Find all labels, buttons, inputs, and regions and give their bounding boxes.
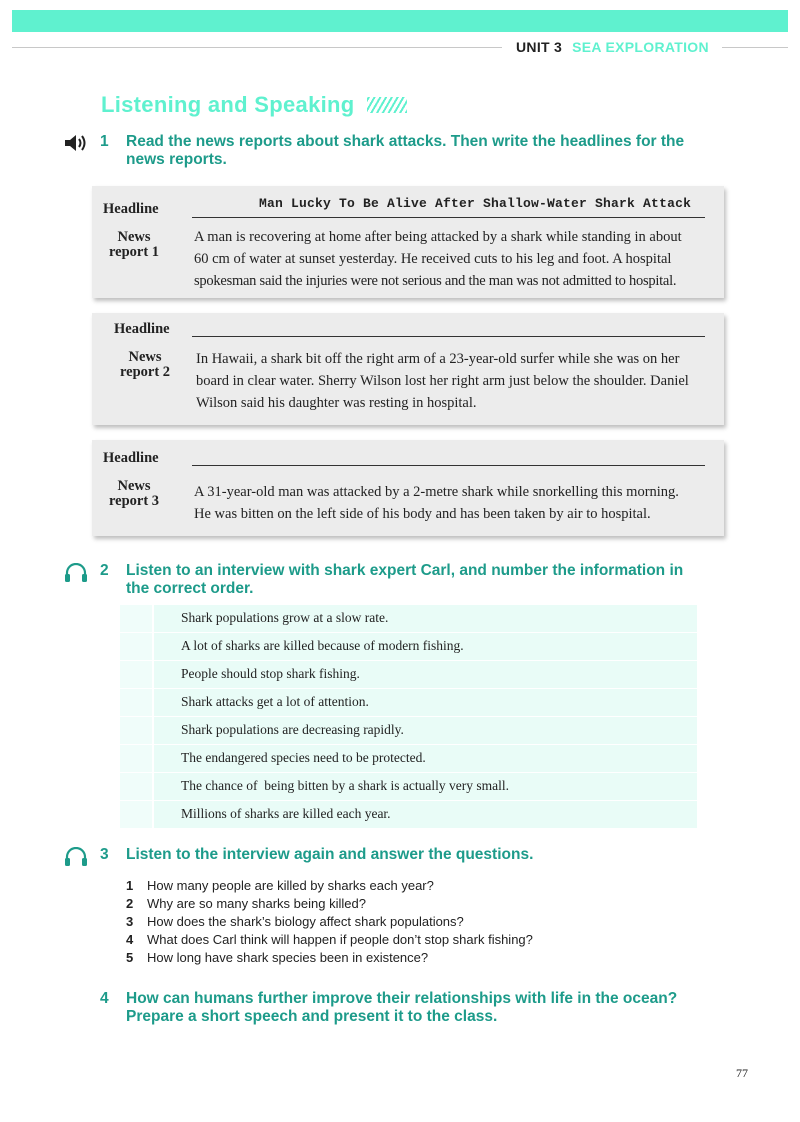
task-1-line-2: news reports. <box>126 151 227 168</box>
ordering-item-text: Shark attacks get a lot of attention. <box>181 694 369 709</box>
unit-header <box>516 39 709 55</box>
headphones-icon[interactable] <box>62 847 90 867</box>
ordering-item-text: The endangered species need to be protected. <box>181 750 426 765</box>
report-line: In Hawaii, a shark bit off the right arm of a 23-year-old surfer while she was on her <box>196 351 680 367</box>
task-1-number: 1 <box>100 133 109 150</box>
ordering-item-text: Millions of sharks are killed each year. <box>181 806 391 821</box>
number-box[interactable] <box>120 661 154 688</box>
headline-line[interactable] <box>192 465 705 466</box>
task-1 <box>62 133 722 173</box>
ordering-row <box>120 773 697 800</box>
task-1-instruction <box>126 133 726 169</box>
speaker-icon[interactable] <box>62 133 90 153</box>
report-line: Wilson said his daughter was resting in hospital. <box>196 395 477 411</box>
report-body <box>194 226 682 292</box>
task-2-number: 2 <box>100 562 109 579</box>
section-title <box>101 92 407 118</box>
question-text: How long have shark species been in existence? <box>147 950 429 965</box>
question-number: 5 <box>126 950 134 965</box>
news-report-label-line-2: report 1 <box>108 244 160 260</box>
task-1-line-1: Read the news reports about shark attacks. Then write the headlines for the <box>126 133 685 150</box>
number-box[interactable] <box>120 717 154 744</box>
question-text: How does the shark’s biology affect shark populations? <box>147 914 464 929</box>
number-box[interactable] <box>120 801 154 828</box>
question-text: Why are so many sharks being killed? <box>147 896 366 911</box>
number-box[interactable] <box>120 633 154 660</box>
task-4 <box>62 990 722 1030</box>
number-box[interactable] <box>120 689 154 716</box>
ordering-item-text: People should stop shark fishing. <box>181 666 360 681</box>
question-number: 1 <box>126 878 134 893</box>
headline-text: Man Lucky To Be Alive After Shallow-Water Shark Attack <box>259 196 692 211</box>
headline-label: Headline <box>103 201 159 217</box>
question-text: What does Carl think will happen if people don’t stop shark fishing? <box>147 932 533 947</box>
page-number: 77 <box>736 1066 748 1080</box>
question-item <box>126 913 533 931</box>
news-report-card-2 <box>92 313 724 425</box>
ordering-row <box>120 801 697 828</box>
headline-line[interactable] <box>192 336 705 337</box>
task-4-line-1: How can humans further improve their relationships with life in the ocean? <box>126 990 678 1007</box>
report-line: 60 cm of water at sunset yesterday. He received cuts to his leg and foot. A hospital <box>194 251 672 267</box>
report-line: A man is recovering at home after being attacked by a shark while standing in about <box>194 229 682 245</box>
news-report-label <box>94 479 174 509</box>
question-item <box>126 895 533 913</box>
news-report-label-line-2: report 3 <box>108 493 160 509</box>
section-title-text: Listening and Speaking <box>101 92 355 117</box>
headline-label: Headline <box>114 321 170 337</box>
report-line: board in clear water. Sherry Wilson lost her right arm just below the shoulder. Daniel <box>196 373 689 389</box>
ordering-row <box>120 605 697 632</box>
header-rule-left <box>12 47 502 48</box>
news-report-label <box>94 230 174 260</box>
question-list <box>126 877 533 967</box>
task-3-number: 3 <box>100 846 109 863</box>
unit-name: SEA EXPLORATION <box>572 39 709 55</box>
ordering-item-text: The chance of being bitten by a shark is actually very small. <box>181 778 510 793</box>
question-number: 2 <box>126 896 134 911</box>
ordering-item-text: A lot of sharks are killed because of modern fishing. <box>181 638 464 653</box>
header-rule-right <box>722 47 788 48</box>
headphones-icon[interactable] <box>62 563 90 583</box>
report-line: spokesman said the injuries were not serious and the man was not admitted to hospital. <box>194 273 677 289</box>
ordering-row <box>120 689 697 716</box>
ordering-row <box>120 717 697 744</box>
task-2-line-2: the correct order. <box>126 580 254 597</box>
report-body <box>196 348 689 414</box>
header-color-bar <box>12 10 788 32</box>
ordering-item-text: Shark populations grow at a slow rate. <box>181 610 389 625</box>
ordering-row <box>120 633 697 660</box>
ordering-row <box>120 745 697 772</box>
news-report-label-line-1: News <box>117 478 151 494</box>
task-2 <box>62 562 722 602</box>
question-item <box>126 877 533 895</box>
news-report-label-line-1: News <box>128 349 162 365</box>
question-number: 3 <box>126 914 134 929</box>
question-item <box>126 949 533 967</box>
hatch-decoration <box>367 97 407 113</box>
task-4-line-2: Prepare a short speech and present it to the class. <box>126 1008 498 1025</box>
report-line: A 31-year-old man was attacked by a 2-metre shark while snorkelling this morning. <box>194 484 679 500</box>
number-box[interactable] <box>120 745 154 772</box>
news-report-label-line-2: report 2 <box>119 364 171 380</box>
ordering-row <box>120 661 697 688</box>
headline-label: Headline <box>103 450 159 466</box>
news-report-card-3 <box>92 440 724 536</box>
news-report-label-line-1: News <box>117 229 151 245</box>
task-3 <box>62 846 722 866</box>
task-2-line-1: Listen to an interview with shark expert Carl, and number the information in <box>126 562 684 579</box>
number-box[interactable] <box>120 605 154 632</box>
question-number: 4 <box>126 932 134 947</box>
question-item <box>126 931 533 949</box>
number-box[interactable] <box>120 773 154 800</box>
task-4-instruction <box>126 990 726 1026</box>
task-2-instruction <box>126 562 726 598</box>
task-4-number: 4 <box>100 990 109 1007</box>
question-text: How many people are killed by sharks each year? <box>147 878 434 893</box>
task-3-instruction: Listen to the interview again and answer the questions. <box>126 846 534 863</box>
ordering-table <box>120 605 697 829</box>
ordering-item-text: Shark populations are decreasing rapidly. <box>181 722 404 737</box>
headline-line[interactable] <box>192 217 705 218</box>
unit-number: UNIT 3 <box>516 39 563 55</box>
news-report-label <box>105 350 185 380</box>
report-body <box>194 481 679 525</box>
news-report-card-1 <box>92 186 724 298</box>
report-line: He was bitten on the left side of his body and has been taken by air to hospital. <box>194 506 651 522</box>
